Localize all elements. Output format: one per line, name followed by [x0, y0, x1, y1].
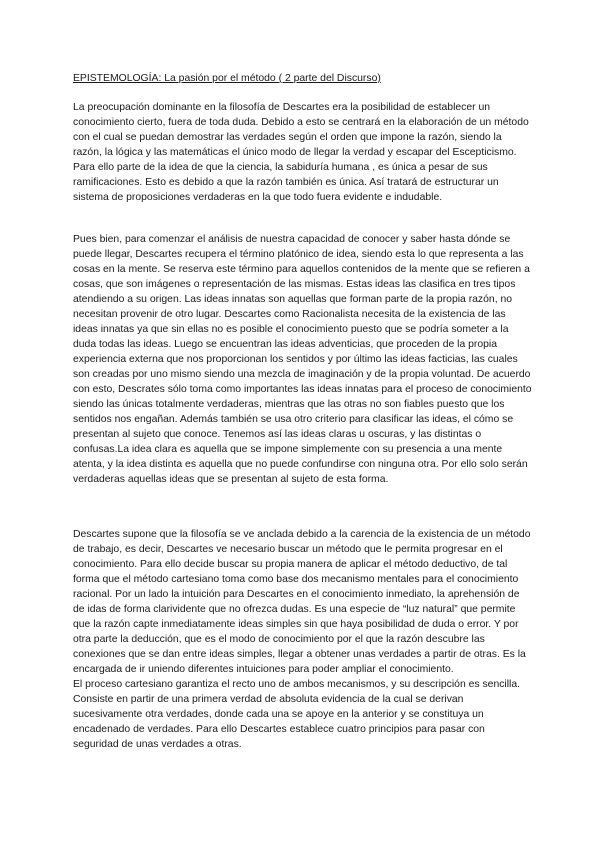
- document-title: EPISTEMOLOGÍA: La pasión por el método ( 2 parte del Discurso): [73, 73, 381, 84]
- paragraph-intro: La preocupación dominante en la filosofía de Descartes era la posibilidad de establecer un conocimiento cierto, fuera de toda duda. Debido a esto se centrará en la elaboración de un método con el cual se puedan demostrar las verdades según el orden que impone la razón, siendo la razón, la lógica y las matemáticas el único modo de llegar la verdad y escapar del Escepticismo. Para ello parte de la idea de que la ciencia, la sabiduría humana , es única a pesar de sus ramificaciones. Esto es debido a que la razón también es única. Así tratará de estructurar un sistema de proposiciones verdaderas en la que todo fuera evidente e indudable.: [73, 102, 529, 203]
- paragraph-ideas: Pues bien, para comenzar el análisis de nuestra capacidad de conocer y saber hasta dónde se puede llegar, Descartes recupera el término platónico de idea, siendo esta lo que representa a las cosas en la mente. Se reserva este término para aquellos contenidos de la mente que se refieren a cosas, que son imágenes o representación de las mismas. Estas ideas las clasifica en tres tipos atendiendo a su origen. Las ideas innatas son aquellas que forman parte de la propia razón, no necesitan provenir de otro lugar. Descartes como Racionalista necesita de la existencia de las ideas innatas ya que sin ellas no es posible el conocimiento puesto que se podría someter a la duda todas las ideas. Luego se encuentran las ideas adventicias, que proceden de la propia experiencia externa que nos proporcionan los sentidos y por último las ideas facticias, las cuales son creadas por uno mismo siendo una mezcla de imaginación y de la propia voluntad. De acuerdo con esto, Descrates sólo toma como importantes las ideas innatas para el proceso de conocimiento siendo las únicas totalmente verdaderas, mientras que las otras no son fiables puesto que los sentidos nos engañan. Además también se usa otro criterio para clasificar las ideas, el cómo se presentan al sujeto que conoce. Tenemos así las ideas claras u oscuras, y las distintas o confusas.La idea clara es aquella que se impone simplemente con su presencia a una mente atenta, y la idea distinta es aquella que no puede confundirse con ninguna otra. Por ello solo serán verdaderas aquellas ideas que se presentan al sujeto de esta forma.: [73, 234, 532, 485]
- paragraph-method: Descartes supone que la filosofía se ve anclada debido a la carencia de la existencia de un método de trabajo, es decir, Descartes ve necesario buscar un método que le permita progresar en el conocimiento. Para ello decide buscar su propia manera de aplicar el método deductivo, de tal forma que el método cartesiano toma como base dos mecanismo mentales para el conocimiento racional. Por un lado la intuición para Descartes en el conocimiento inmediato, la aprehensión de de idas de forma clarividente que no ofrezca dudas. Es una especie de “luz natural” que permite que la razón capte inmediatamente ideas simples sin que haya posibilidad de duda o error. Y por otra parte la deducción, que es el modo de conocimiento por el que la razón descubre las conexiones que se dan entre ideas simples, llegar a obtener unas verdades a partir de otras. Es la encargada de ir uniendo diferentes intuiciones para poder ampliar el conocimiento. El proceso cartesiano garantiza el recto uno de ambos mecanismos, y su descripción es sencilla. Consiste en partir de una primera verdad de absoluta evidencia de la cual se derivan sucesivamente otra verdades, donde cada una se apoye en la anterior y se constituya un encadenado de verdades. Para ello Descartes establece cuatro principios para pasar con seguridad de unas verdades a otras.: [73, 529, 531, 750]
